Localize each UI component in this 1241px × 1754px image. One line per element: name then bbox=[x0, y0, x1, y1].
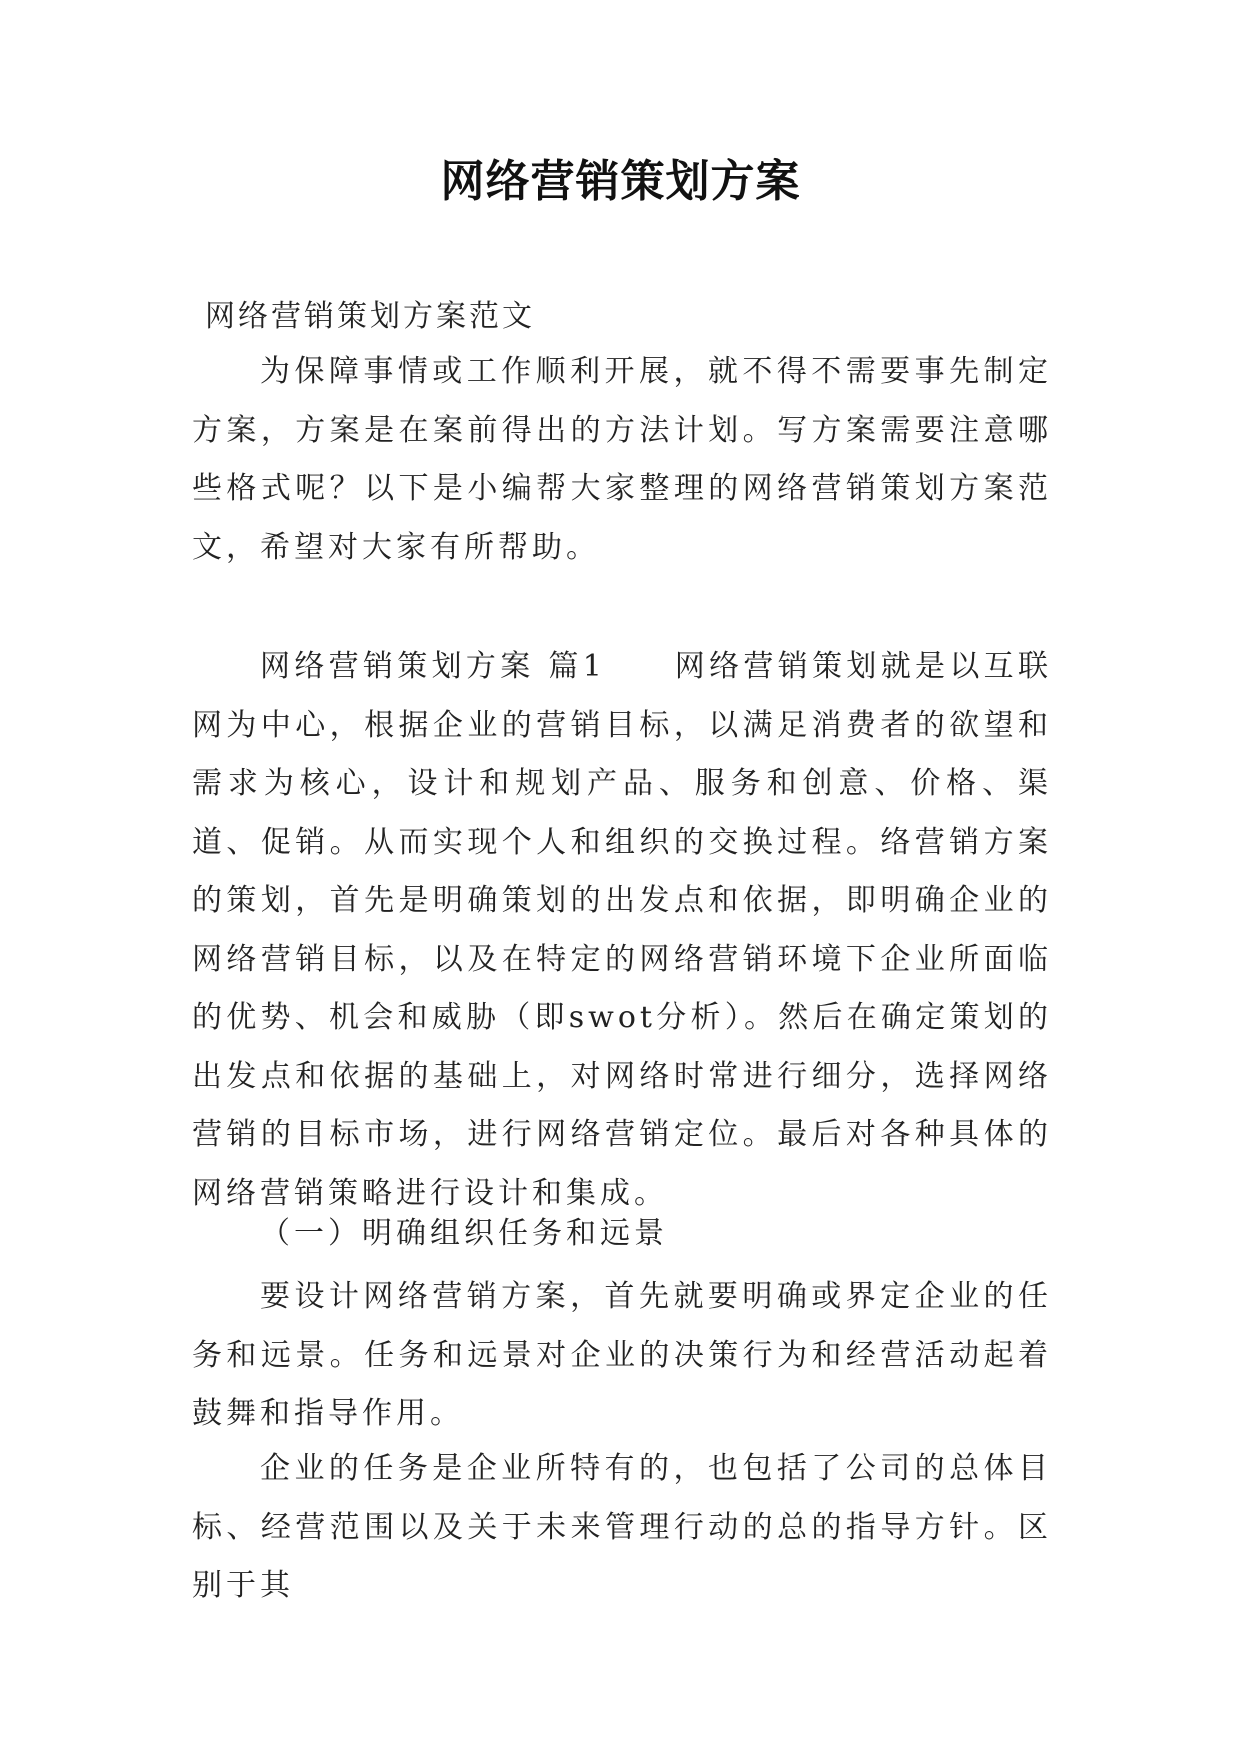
section-heading: （一）明确组织任务和远景 bbox=[260, 1216, 668, 1251]
document-subtitle: 网络营销策划方案范文 bbox=[205, 299, 535, 334]
intro-paragraph: 为保障事情或工作顺利开展，就不得不需要事先制定方案，方案是在案前得出的方法计划。写方案需要注意哪些格式呢？以下是小编帮大家整理的网络营销策划方案范文，希望对大家有所帮助。 bbox=[192, 354, 1052, 565]
mission-detail-paragraph: 企业的任务是企业所特有的，也包括了公司的总体目标、经营范围以及关于未来管理行动的总的指导方针。区别于其 bbox=[192, 1451, 1052, 1603]
section-1-paragraph: 网络营销策划方案 篇1 网络营销策划就是以互联网为中心，根据企业的营销目标，以满足消费者的欲望和需求为核心，设计和规划产品、服务和创意、价格、渠道、促销。从而实现个人和组织的交换过程。络营销方案的策划，首先是明确策划的出发点和依据，即明确企业的网络营销目标，以及在特定的网络营销环境下企业所面临的优势、机会和威胁（即swot分析）。然后在确定策划的出发点和依据的基础上，对网络时常进行细分，选择网络营销的目标市场，进行网络营销定位。最后对各种具体的网络营销策略进行设计和集成。 bbox=[192, 649, 1052, 1211]
mission-paragraph: 要设计网络营销方案，首先就要明确或界定企业的任务和远景。任务和远景对企业的决策行为和经营活动起着鼓舞和指导作用。 bbox=[192, 1279, 1052, 1431]
document-title: 网络营销策划方案 bbox=[440, 156, 801, 207]
